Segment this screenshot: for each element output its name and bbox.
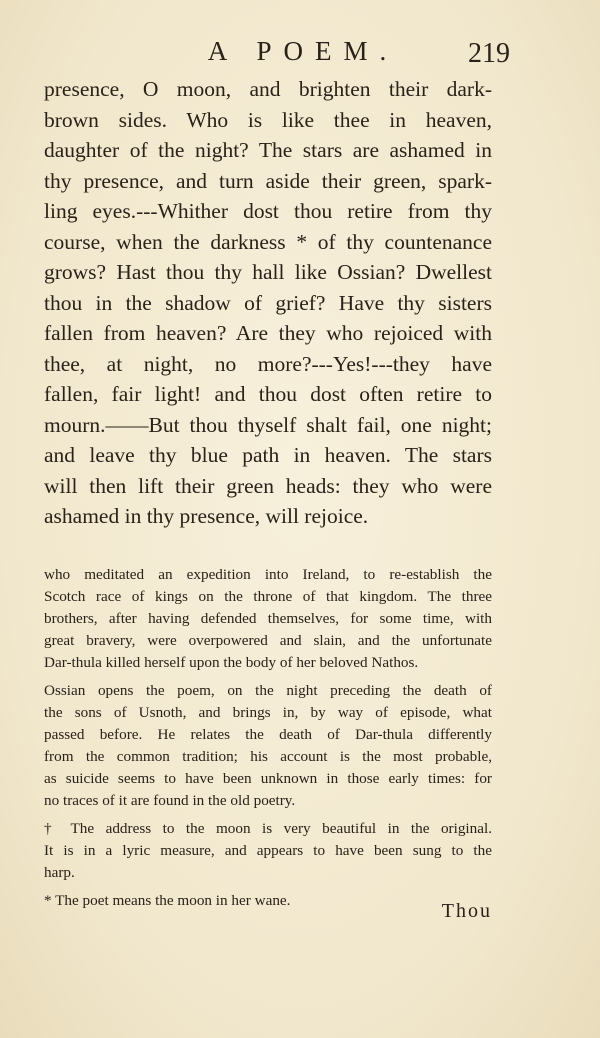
text-line: will then lift their green heads: they who were [44,473,492,498]
note-line: harp. [44,864,75,881]
note-line: Dar-thula killed herself upon the body of her beloved Nathos. [44,654,419,671]
text-line: daughter of the night? The stars are ashamed in [44,138,492,162]
footnote-asterisk [44,890,492,912]
note-line: It is in a lyric measure, and appears to have been sung to the [44,842,492,859]
footnote-continuation [44,564,492,674]
footnotes [44,564,492,918]
note-line: † The address to the moon is very beautiful in the original. [44,820,492,837]
text-line: ling eyes.---Whither dost thou retire from thy [44,199,492,223]
note-line: as suicide seems to have been unknown in those early times: for [44,770,492,787]
note-line: * The poet means the moon in her wane. [44,892,291,909]
catchword: Thou [441,900,492,922]
text-line: and leave thy blue path in heaven. The stars [44,443,492,467]
note-line: from the common tradition; his account is the most probable, [44,748,492,765]
text-line: thee, at night, no more?---Yes!---they have [44,351,492,376]
text-line: thou in the shadow of grief? Have thy sisters [44,290,492,315]
text-line: mourn.——But thou thyself shalt fail, one night; [44,412,492,437]
text-line: fallen from heaven? Are they who rejoiced with [44,321,492,345]
footnote-dagger [44,818,492,884]
note-line: who meditated an expedition into Ireland, to re-establish the [44,566,492,583]
text-line: grows? Hast thou thy hall like Ossian? Dwellest [44,260,492,284]
page-number: 219 [468,38,510,69]
text-line: presence, O moon, and brighten their dark- [44,77,492,101]
running-title: A POEM. [207,36,399,66]
note-line: the sons of Usnoth, and brings in, by way of episode, what [44,704,492,721]
note-line: great bravery, were overpowered and slain, and the unfortunate [44,632,492,649]
note-line: Scotch race of kings on the throne of that kingdom. The three [44,588,492,605]
text-line: course, when the darkness * of thy countenance [44,229,492,254]
note-line: brothers, after having defended themselves, for some time, with [44,610,492,627]
text-line: brown sides. Who is like thee in heaven, [44,107,492,132]
poem-body [44,74,492,532]
text-line: ashamed in thy presence, will rejoice. [44,504,369,528]
text-line: thy presence, and turn aside their green, spark- [44,168,492,193]
note-line: Ossian opens the poem, on the night preceding the death of [44,682,492,699]
footnote-ossian [44,680,492,812]
note-line: no traces of it are found in the old poetry. [44,792,296,809]
running-head [0,36,600,72]
text-line: fallen, fair light! and thou dost often retire to [44,382,492,406]
note-line: passed before. He relates the death of Dar-thula differently [44,726,492,743]
